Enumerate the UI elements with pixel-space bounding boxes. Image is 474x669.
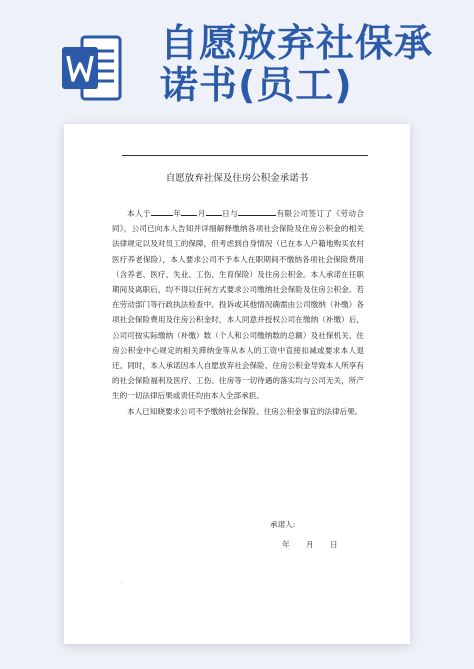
paragraph-1 [112,206,364,404]
p1-body: 有限公司签订了《劳动合同》，公司已向本人告知并详细解释缴纳各项社会保险及住房公积金的相关法律规定以及对员工的保障，但考虑到自身情况（已在本人户籍地购买农村医疗养老保险），本人要求公司不予本人在职期间不缴纳各项社会保险费用（含养老、医疗、失业、工伤、生育保险）及住房公积金。本人承诺在任职期间及离职后，均不得以任何方式要求公司缴纳社会保险及住房公积金。若在劳动部门等行政执法检查中、投诉或其他情况确需由公司缴纳（补缴）各项社会保险费用及住房公积金时，本人同意并授权公司在缴纳（补缴）后，公司可按实际缴纳（补缴）数（个人和公司缴纳数的总额）及社保机关、住房公积金中心规定的相关滞纳金等从本人的工资中直接扣减或要求本人退还。同时，本人承诺因本人自愿放弃社会保险、住房公积金导致本人所享有的社会保险福利及医疗、工伤、住房等一切待遇的落实均与公司无关，所产生的一切法律后果或责任均由本人全部承担。 [112,209,365,401]
document-page [64,124,410,644]
word-icon [62,33,122,103]
date-day: 日 [330,540,338,549]
blank-day [206,206,222,216]
p1-day-label: 日与 [221,209,239,218]
blank-month [181,206,197,216]
date-year: 年 [282,540,290,549]
signer-label: 承诺人: [270,520,296,529]
p1-year-label: 年 [172,209,182,218]
top-rule [122,155,368,156]
page-title: 自愿放弃社保承诺书(员工) [160,21,434,107]
date-month: 月 [306,540,314,549]
sign-date [282,539,338,550]
p1-lead: 本人于 [127,209,151,218]
header [0,0,474,118]
paragraph-2: 本人已知晓要求公司不予缴纳社会保险、住房公积金事宜的法律后果。 [127,406,363,416]
blank-year [151,206,173,216]
blank-company [238,206,276,216]
document-body [112,206,364,419]
p1-month-label: 月 [197,209,206,218]
document-title: 自愿放弃社保及住房公积金承诺书 [165,173,309,184]
footer-mark: ◦ [120,580,123,586]
